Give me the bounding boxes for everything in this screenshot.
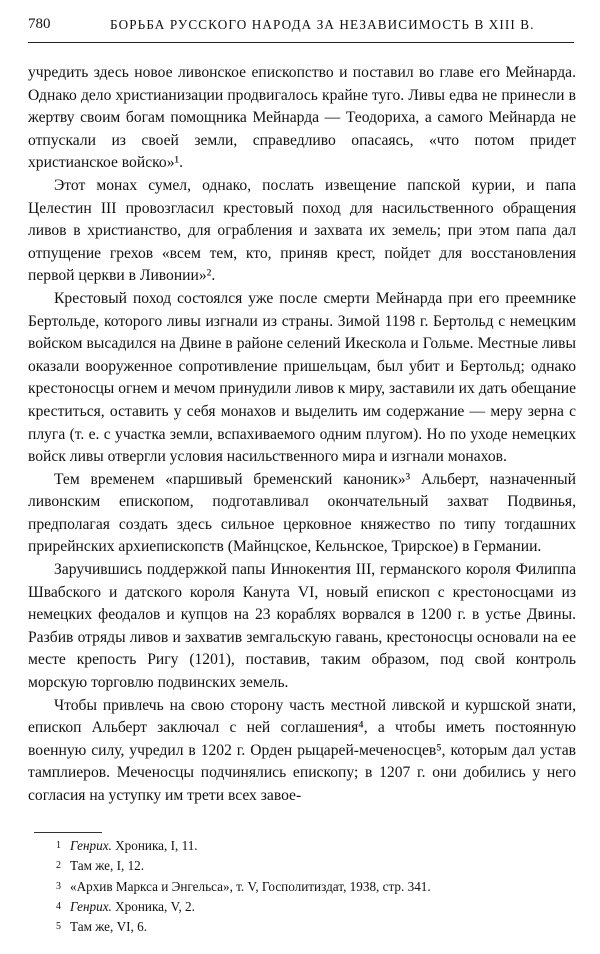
footnote [56, 897, 576, 917]
paragraph: Тем временем «паршивый бременский каноник»³ Альберт, назначенный ливонским епископом, подготавливал окончательный захват Подвинья, предполагая создать здесь сильное церковное княжество по типу тогдашних прирейнских архиепископств (Майнцское, Кельнское, Трирское) в Германии. [28, 470, 576, 556]
footnote [56, 836, 576, 856]
paragraph: Крестовый поход состоялся уже после смерти Мейнарда при его преемнике Бертольде, которого ливы изгнали из страны. Зимой 1198 г. Бертольд с немецким войском высадился на Двине в районе селений Икескола и Гольме. Местные ливы оказали вооруженное сопротивление пришельцам, был убит и Бертольд; однако крестоносцы огнем и мечом принудили ливов к миру, заставили их дать обещание креститься, оставить у себя монахов и выделить им содержание — меру зерна с плуга (т. е. с участка земли, вспахиваемого одним плугом). Но по уходе немецких войск ливы отвергли условия насильственного мира и изгнали монахов. [28, 289, 576, 466]
footnote-rule [34, 832, 102, 833]
footnote [56, 877, 576, 897]
footnote [56, 917, 576, 937]
footnote-text: Хроника, V, 2. [115, 898, 195, 914]
footnote [56, 856, 576, 876]
footnote-text: «Архив Маркса и Энгельса», т. V, Госполитиздат, 1938, стр. 341. [70, 878, 431, 894]
body-text [28, 62, 576, 808]
footnote-author: Генрих. [70, 838, 112, 853]
running-title: БОРЬБА РУССКОГО НАРОДА ЗА НЕЗАВИСИМОСТЬ В XIII В. [110, 17, 535, 32]
footnote-mark: 4 [56, 900, 61, 912]
footnote-mark: 3 [56, 880, 61, 892]
footnote-mark: 2 [56, 860, 61, 872]
paragraph: Этот монах сумел, однако, послать извещение папской курии, и папа Целестин III провозгласил крестовый поход для насильственного обращения ливов в христианство, для ограбления и захвата их земель; при этом папа дал отпущение грехов «всем тем, кто, приняв крест, пойдет для восстановления первой церкви в Ливонии»². [28, 176, 576, 285]
page-header [28, 16, 574, 40]
paragraph: учредить здесь новое ливонское епископство и поставил во главе его Мейнарда. Однако дело христианизации продвигалось крайне туго. Ливы едва не принесли в жертву своим богам помощника Мейнарда — Теодориха, а самого Мейнарда не отпускали из своей земли, справедливо опасаясь, «что потом придет христианское войско»¹. [28, 64, 576, 172]
footnote-author: Генрих. [70, 898, 112, 914]
paragraph: Заручившись поддержкой папы Иннокентия III, германского короля Филиппа Швабского и датского короля Канута VI, новый епископ с крестоносцами из немецких феодалов и купцов на 23 кораблях ворвался в 1200 г. в устье Двины. Разбив отряды ливов и захватив земгальскую гавань, крестоносцы основали на ее месте крепость Ригу (1201), поставив, таким образом, под свой контроль морскую торговлю подвинских земель. [28, 561, 576, 692]
footnote-mark: 1 [56, 840, 61, 851]
footnote-text: Там же, I, 12. [70, 858, 145, 874]
page-number: 780 [28, 16, 51, 32]
footnote-mark: 5 [56, 921, 61, 933]
footnotes [56, 836, 576, 937]
paragraph: Чтобы привлечь на свою сторону часть местной ливской и куршской знати, епископ Альберт заключал с ней соглашения⁴, а чтобы иметь постоянную военную силу, учредил в 1202 г. Орден рыцарей-меченосцев⁵, которым дал устав тамплиеров. Меченосцы подчинялись епископу; в 1207 г. они добились у него согласия на уступку им трети всех завое- [28, 696, 576, 804]
header-rule [28, 42, 574, 43]
footnote-text: Там же, VI, 6. [70, 919, 148, 935]
footnote-text: Хроника, I, 11. [115, 838, 198, 853]
